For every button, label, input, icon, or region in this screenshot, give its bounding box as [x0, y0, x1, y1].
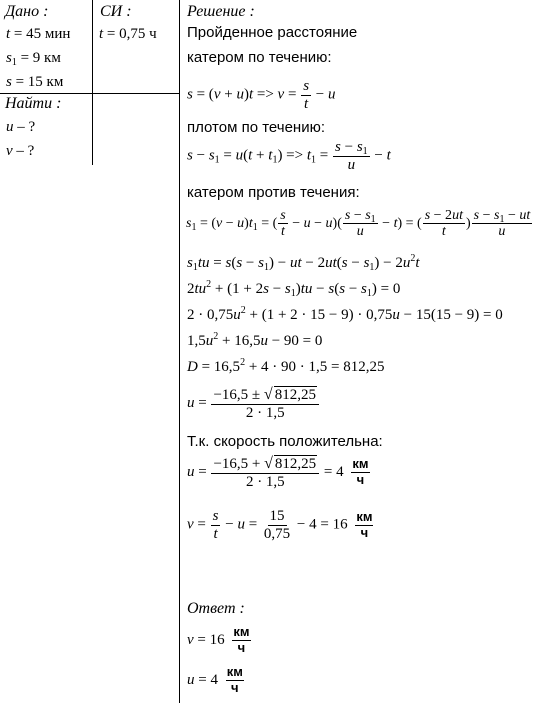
find-item-v: v – ?: [6, 143, 35, 159]
equation-s1-upstream: $s_1 = (v - u)t_1$ = ( $\frac{s}{t}$ − u − u)( $\frac{s - s_1}{u}$ − t) = ( $\frac{s - 2ut}{t}$ ) $\frac{s - s_1 - ut}{u}$: [186, 208, 531, 240]
equation-v-from-s: s = (v + u)t => v = $\frac{s}{t}$ − u: [187, 78, 336, 112]
divider-given-si: [92, 0, 93, 165]
solution-header: Решение :: [187, 3, 255, 20]
equation-quadratic-simplified: $1,5u^2 + 16,5u - 90 = 0$: [187, 331, 323, 349]
solution-text-raft: плотом по течению:: [187, 119, 325, 136]
solution-text-positive: Т.к. скорость положительна:: [187, 433, 383, 450]
equation-expanded: $s_1tu = s(s - s_1)$ − ut − $2ut(s - s_1) - 2u^2t$: [187, 253, 420, 273]
given-item-time: t = 45 мин: [6, 26, 71, 42]
equation-roots: u = $\frac{-16,5 \pm √ 812,25}{2 \cdot 1,5}$: [187, 386, 320, 421]
equation-u-value: u = $\frac{-16,5 + √ 812,25}{2 \cdot 1,5}$ = 4 $\frac{км}{ч}$: [187, 455, 369, 490]
solution-text-distance: Пройденное расстояние: [187, 24, 358, 41]
equation-quadratic-substituted: $2 \cdot 0,75u^2 + (1 + 2 \cdot 15 - 9) \cdot 0,75u - 15(15 - 9) = 0$: [187, 305, 503, 323]
si-item-time: t = 0,75 ч: [99, 26, 157, 42]
equation-discriminant: $D = 16,5^2 + 4 \cdot 90 \cdot 1,5 = 812,25$: [187, 357, 385, 375]
solution-text-boat-upstream: катером против течения:: [187, 184, 360, 201]
equation-quadratic-general: $2tu^2 + (1 + 2s - s_1)tu - s(s - s_1) = 0$: [187, 279, 401, 299]
given-header: Дано :: [5, 3, 49, 20]
given-item-distance: s = 15 км: [6, 74, 64, 90]
answer-v: v = 16 $\frac{км}{ч}$: [187, 624, 250, 655]
find-item-u: u – ?: [6, 119, 36, 135]
equation-v-value: v = $\frac{s}{t}$ − u = $\frac{15}{0,75}$ − 4 = 16 $\frac{км}{ч}$: [187, 508, 373, 542]
equation-t1: $s - s_1 = u(t + t_1) => t_1$ = $\frac{s - s_1}{u}$ − t: [187, 139, 391, 173]
divider-given-find: [0, 93, 180, 94]
solution-text-boat-downstream: катером по течению:: [187, 49, 332, 66]
find-header: Найти :: [5, 95, 62, 112]
answer-u: u = 4 $\frac{км}{ч}$: [187, 664, 243, 695]
divider-si-solution: [179, 0, 180, 703]
si-header: СИ :: [100, 3, 132, 20]
given-item-distance1: $s_1 = 9$ км: [6, 50, 61, 68]
answer-header: Ответ :: [187, 600, 245, 617]
